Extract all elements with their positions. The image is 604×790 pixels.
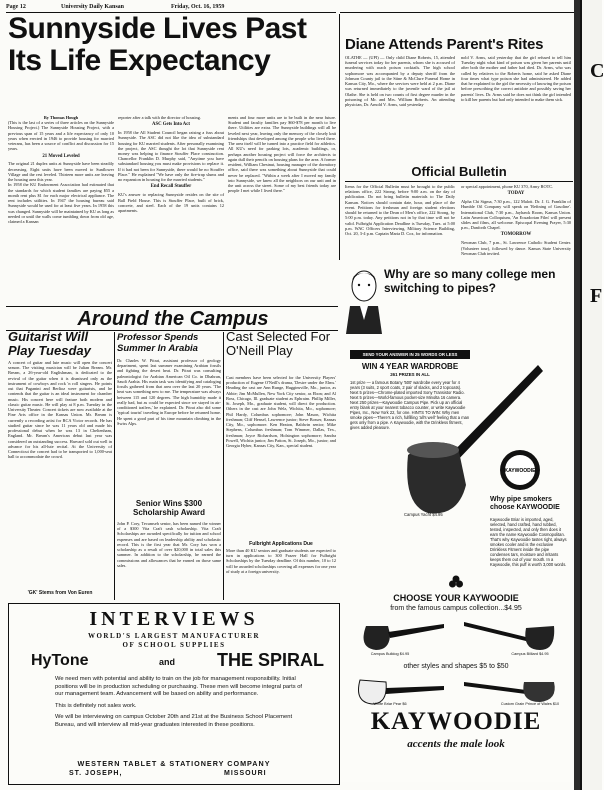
campus-pipe-label: Campus Yacht $4.95 <box>404 512 443 517</box>
guitar-headline: Guitarist Will Play Tuesday <box>8 329 91 359</box>
badge-text: KAYWOODIE <box>504 468 536 474</box>
adjacent-letter-f: F <box>590 285 603 307</box>
diane-headline: Diane Attends Parent's Rites <box>345 36 544 53</box>
interviews-line-1: WORLD'S LARGEST MANUFACTURER <box>87 632 261 640</box>
sunnyside-subhead-2: ASC Gets Into Act <box>152 122 190 128</box>
senior-body: John P. Cory, Tecumseh senior, has been named the winner of a $300 Vita Craft cash scholarship. Vita Craft Scholarships are awarded specifically for tuition and school expenses and are based on leadership ability and scholastic record. This is the first year that Mr. Cory has won a scholarship as a result of over $20,000 in total sales this summer. In addition to the scholarship, he earned the commissions and allowances that he earned on those same sales. <box>117 521 221 568</box>
adjacent-letter-c: C <box>590 60 604 82</box>
interviews-body-3: We will be interviewing on campus October 20th and 21st at the Business School Placement Bureau, and will interview all mid-year graduates interested in these positions. <box>55 714 293 728</box>
spiral-brand: THE SPIRAL <box>217 650 325 670</box>
contest-banner: SEND YOUR ANSWER IN 25 WORDS OR LESS <box>350 350 470 359</box>
sunnyside-text-2c: KU's answer to replacing Sunnyside resides on the site of Ball Field House. This is Stouffer Place, built of brick, concrete, and steel. Each of the 19 units contains 12 apartments. <box>118 192 224 213</box>
around-rule-top <box>6 306 338 307</box>
contest-rules: 1st prize — a famous Botany '500' wardrobe every year for 4 years (3 suits, 2 sport coats, 2 pair of slacks, and 2 topcoats). Next 5 prizes—Chrome-plated imported Sony Transistor Radio. Next 5 prizes—World-famous pocket-size Minolta 16 camera. Next 250 prizes—Kaywoodie Campus Pipe. Pick up an official entry blank at your nearest tobacco counter, or write Kaywoodie Pipes, Inc., New York 22, for one. HINTS TO WIN: Why men smoke pipes—There's a rich, fulfilling 'all's well' feeling that a man gets only from a pipe. A Kaywoodie, with the Drinkless fitment, gives added pleasure. <box>350 380 470 430</box>
hytone-brand: HyTone <box>31 652 89 669</box>
guitar-body: A concert of guitar and lute music will open the concert season. The visiting musician will be Julian Bream. Mr. Bream, a 26-year-old Englishman, is dedicated to the revival of the guitar when it is dismissed only as the instrument of cowboys and rock 'n roll singers. He points out that Paganini and Berlioz were guitarists, and he contends that the guitar is an ideal instrument for chamber music. His concert here will feature both modern and classic guitar music. He will play at 8 p.m. Tuesday in the University Theater. Concert tickets are now available at the Fine Arts office in the Kansas Union. Mr. Bream is currently a recording artist for RCA Victor records. He has studied guitar since he was 11 years old and made his professional debut when he was 13 in Cheltenham, England. Mr. Bream's American debut last year was considered an outstanding success. Harvard sold out well in advance for his all-lute recital. At the University of Connecticut the concert had to be transported to 1,000-seat hall to accommodate the crowd. <box>8 360 112 460</box>
cast-body: Cast members have been selected for the University Players' production of Eugene O'Neill's drama, 'Desire under the Elms.' Heading the cast are Ann Runge, Hugginsville, Mo., junior, as Abbie; Jim McMullen, New York City senior, as Ebon; and Al Boss, Chicago, Ill. graduate student as Ephraim. Phillip Miller, St. Joseph, Mo., graduate student, will direct the production. Others in the cast are John Welz, Wichita, Mo., sophomore; Phil Hardy, Columbus sophomore; John Mason, Wichita freshman; Cliff Hensel, Lawrence junior; Steve Bosser, Kansas City, Mo., sophomore. Ken Heaton, Baldwin senior; Mike Stephens, Columbus freshman; Tom Wimmer, Dallas, Tex., freshman; Joyce Richardson, Holsington sophomore; Sandra Powell, Wichita junior; Jim Patton, St. Joseph, Mo., junior; and Georgia Hyber, Kansas City, Kan., special student. <box>226 375 336 449</box>
bulletin-text-2c: Newman Club, 7 p.m., St. Lawrence Catholic Student Center. (Volunteer tour), followed by dance. Kansas State University Newman Club invited. <box>461 240 571 256</box>
bulletin-tomorrow: TOMORROW <box>500 232 532 238</box>
other-styles-line: other styles and shapes $5 to $50 <box>403 663 509 670</box>
sunnyside-text-2: reporter after a talk with the director of housing. <box>118 115 201 120</box>
kaywoodie-logo: KAYWOODIE <box>370 708 542 735</box>
bulletin-rule <box>345 181 573 182</box>
around-campus-headline: Around the Campus <box>77 308 269 330</box>
club-emblem-icon <box>448 574 464 590</box>
kaywoodie-headline: Why are so many college men switching to pipes? <box>384 267 556 295</box>
sunnyside-subhead-1: 21 Moved Leveled <box>42 153 80 159</box>
interviews-company: WESTERN TABLET & STATIONERY COMPANY <box>77 759 271 768</box>
fulbright-body: More than 40 KU seniors and graduate students are expected to turn in applications to 300 Frazer Hall for Fulbright Scholarships by the Tuesday deadline. Of this number, 10 to 12 will be awarded scholarships covering all expenses for one year of study at a foreign university. <box>226 548 336 574</box>
professor-body: Dr. Charles W. Pitrat, assistant professor of geology department, spent last summer examining Arabian fossils and fighting the desert heat. Dr. Pitrat was consulting paleontologist for Arabian American Oil Co. in Dhahran, Saudi Arabia. His main task was identifying and cataloging fossils gathered from that area over the last 20 years. 'The heat was something new to me. The temperature was always between 115 and 120 degrees. The high humidity made it really bad, but as could be expected since we stayed in air-conditioned trailers,' he explained. Dr. Pitrat also did some 'typical tourist' traveling in Europe before he returned home. He spent a good part of his time mountain climbing in the Swiss Alps. <box>117 358 221 426</box>
contest-win: WIN 4 YEAR WARDROBE <box>361 362 459 371</box>
page-number: Page 12 <box>6 4 26 10</box>
interviews-body <box>55 676 305 729</box>
issue-date: Friday, Oct. 16, 1959 <box>171 4 225 10</box>
cast-headline: Cast Selected For O'Neill Play <box>226 329 331 359</box>
sunnyside-headline: Sunnyside Lives Past Its Life Expectancy <box>8 12 307 77</box>
sunnyside-text-2b: In 1958 the All Student Council began raising a fuss about Sunnyside. The ASC did not like the idea of substandard housing for KU married students. After personally examining the project, the ASC thought the lot that Sunnyside rent money was helping to finance Stouffer Place construction. Chancellor Franklin D. Murphy said, "Anytime you have substandard housing you must make provisions to replace it. If it had not been for Sunnyside, there would be no Stouffer Place." He explained "We have only the fire-trap slums and no expansion in housing for the married students." <box>118 130 224 183</box>
sunnyside-col-1 <box>8 115 114 305</box>
interviews-body-2: This is definitely not sales work. <box>55 702 137 709</box>
bulletin-text-2b: Alpha Chi Sigma, 7:30 p.m., 122 Malott. Dr. J. G. Franklin of Humble Oil Company will speak on 'Refining of Gasoline'. International Club, 7:30 p.m., Jayhawk Room, Kansas Union. Latin American Colloquium, 'An Ecuadorian Film' will present slides and films, all welcome. Episcopal Evening Prayer, 5:30 p.m., Danforth Chapel. <box>461 199 571 231</box>
kaywoodie-tagline: accents the male look <box>407 738 505 750</box>
bulletin-title: Official Bulletin <box>411 164 507 179</box>
sunnyside-byline: By Thomas Hough <box>43 115 79 120</box>
fulbright-headline: Fulbright Applications Due <box>249 541 313 547</box>
senior-headline: Senior Wins $300 Scholarship Award <box>132 499 206 518</box>
column-divider <box>339 14 340 260</box>
sunnyside-text-1c: In 1958 the KU Endowment Association had estimated that the standards for which student families are paying $55 a month rent plus $1 for each major electrical appliance. The rent includes utilities. In 1947 the housing bureau said Sunnyside would be used for at least five years. In 1958 this was changed. Sunnyside will be maintained by KU as long as needed or until the walls come tumbling down from old age, claimed a Kansan <box>8 182 114 225</box>
why-choose-headline: Why pipe smokers choose KAYWOODIE <box>490 496 560 512</box>
bulletin-text-2: or special appointment, phone KU 370, Army ROTC. <box>461 184 554 189</box>
bulldog-pipe-icon <box>346 616 446 654</box>
paper-name: University Daily Kansan <box>61 4 125 10</box>
sunnyside-col-2 <box>118 115 224 305</box>
kaywoodie-badge-icon <box>498 448 542 492</box>
sunnyside-text-3: ments and four more units are to be built in the near future. Student and faculty families pay $60-$78 per month to live there. Utilities are extra. The Sunnyside buildings will all be leveled next year, leaving only the memory of the closely knit friendships that developed among the people who lived there. The area itself will be turned into a practice field for athletics. All KU's need for parking lots, academic buildings, or, perhaps another housing project will force the architects to again dull their pencils on housing plans for the area. A former resident, William Chestnut, housing manager of the dormitory office, said there was something about Sunnyside that could never be replaced. "Within a week after I moved my family into Sunnyside, we knew all the neighbors on our unit and in the unit across the street. Some of my best friends today are people I met while I lived there." <box>228 115 336 194</box>
diane-col-1: OLATHE — (UPI) — Only child Diane Roberts, 15, attended funeral services today for her parents, whom she is accused of murdering with roach poison cocktails. The high school sophomore was accompanied by a deputy sheriff from the Johnson County jail to the Stine & McClure Funeral Home in Kansas City, Mo., where the services were held at 2 p.m. Diane was returned immediately to the juvenile ward of the jail at Olathe. She is held on two counts of first degree murder in the poisoning of Mr. and Mrs. William Roberts. An attending physician, Dr. Arnold V. Arms, said yesterday <box>345 55 455 108</box>
top-rule <box>340 12 574 13</box>
interviews-line-2: OF SCHOOL SUPPLIES <box>122 641 226 649</box>
bulletin-col-2 <box>461 184 571 258</box>
sunnyside-text-1: (This is the last of a series of three articles on the Sunnyside Housing Project.) The Sunnyside Housing Project, with a previous span of 15 years and a life expectancy of only 10 years when erected in 1946 to provide housing for married veterans, has been a source of conflict and discussion for 15 years. <box>8 120 114 152</box>
pipe-label-1: Campus Bulldog $4.95 <box>370 652 410 656</box>
adjacent-page-edge <box>574 0 604 790</box>
interviews-city: ST. JOSEPH, <box>69 770 123 777</box>
bulletin-col-1: Items for the Official Bulletin must be brought to the public relations office, 222 Strong, before 9:00 a.m. on the day of publication. Do not bring bulletin materials to The Daily Kansan. Notices should contain date, hour, and place of the event. Petitions for freshman and foreign student elections should be returned to the Dean of Men's office, 222 Strong, by 5:00 p.m. today. Any petitions not in by that time will not be valid. Fulbright Application Deadline is Tuesday, Tues. at 5:00 p.m. WAC Officers Interviewing, Military Science Building, Oct. 20, 3-4 p.m. Captain Maria D. Cox, for information. <box>345 184 455 237</box>
around-divider-1 <box>114 332 115 600</box>
pipe-label-4: Custom Grain Prince of Wales $10 <box>500 702 560 706</box>
interviews-body-1: We need men with potential and ability to train on the job for management responsibility. Initial positions will be in production scheduling or purchasing. These men will become integral parts of our management team. Advancement will be based on ability and performance. <box>55 676 303 698</box>
prince-pipe-icon <box>460 670 566 706</box>
man-illustration-icon <box>344 266 384 334</box>
pipe-label-2: Campus Billiard $4.95 <box>511 652 549 656</box>
professor-headline: Professor Spends Summer In Arabia <box>117 332 199 354</box>
contest-prizes: 261 PRIZES IN ALL <box>390 372 430 377</box>
sunnyside-text-1b: The original 21 duplex units at Sunnyside have been steadily decreasing. Eight units have been moved to Sunflower Village and the rest leveled. Thirteen more units are leaving the housing area this year. <box>8 161 114 183</box>
interviews-ad <box>8 603 340 785</box>
interviews-and: and <box>159 657 176 667</box>
why-choose-body: Kaywoodie Briar is imported, aged, selected, hand crafted, hand rubbed, tested, inspected, and only then does it earn the name Kaywoodie Cosmopolitan. That's why Kaywoodie tastes right, always smokes cooler and is the exclusive Drinkless Fitment inside the pipe condenses tars, moisture and irritants keeps them out of your mouth. In a Kaywoodie, this puff is worth 3,000 words. <box>490 517 567 567</box>
bulletin-today: TODAY <box>507 191 525 197</box>
kaywoodie-ad <box>340 260 572 782</box>
collection-line: from the famous campus collection...$4.95 <box>390 605 522 612</box>
choose-heading: CHOOSE YOUR KAYWOODIE <box>393 593 519 603</box>
diane-col-2: nold V. Arms, said yesterday that the girl refused to tell him Tuesday night what kind of poison was given her parents until after both the mother and father had died. Dr. Arms, who was called by relatives to the Roberts home, said he asked Diane four times what type poison she had administered. He added that he explained to the girl the necessity of knowing the poison before prescribing the correct antidote and possibly saving her parents' lives. Dr. Arms said he does not think the girl intended to kill her parents but had only intended to make them sick. <box>461 55 571 102</box>
around-divider-2 <box>223 332 224 600</box>
pipe-label-3: White Briar Pear $6 <box>373 702 407 706</box>
adjacent-page-strip <box>580 0 602 790</box>
interviews-title: INTERVIEWS <box>89 608 259 630</box>
interviews-state: MISSOURI <box>224 770 267 777</box>
gk-headline: 'GK' Stems from Von Euren <box>27 590 93 596</box>
sunnyside-subhead-3: End Recall Stouffer <box>150 184 192 190</box>
sunnyside-col-3 <box>228 115 336 305</box>
billiard-pipe-icon <box>460 616 566 654</box>
